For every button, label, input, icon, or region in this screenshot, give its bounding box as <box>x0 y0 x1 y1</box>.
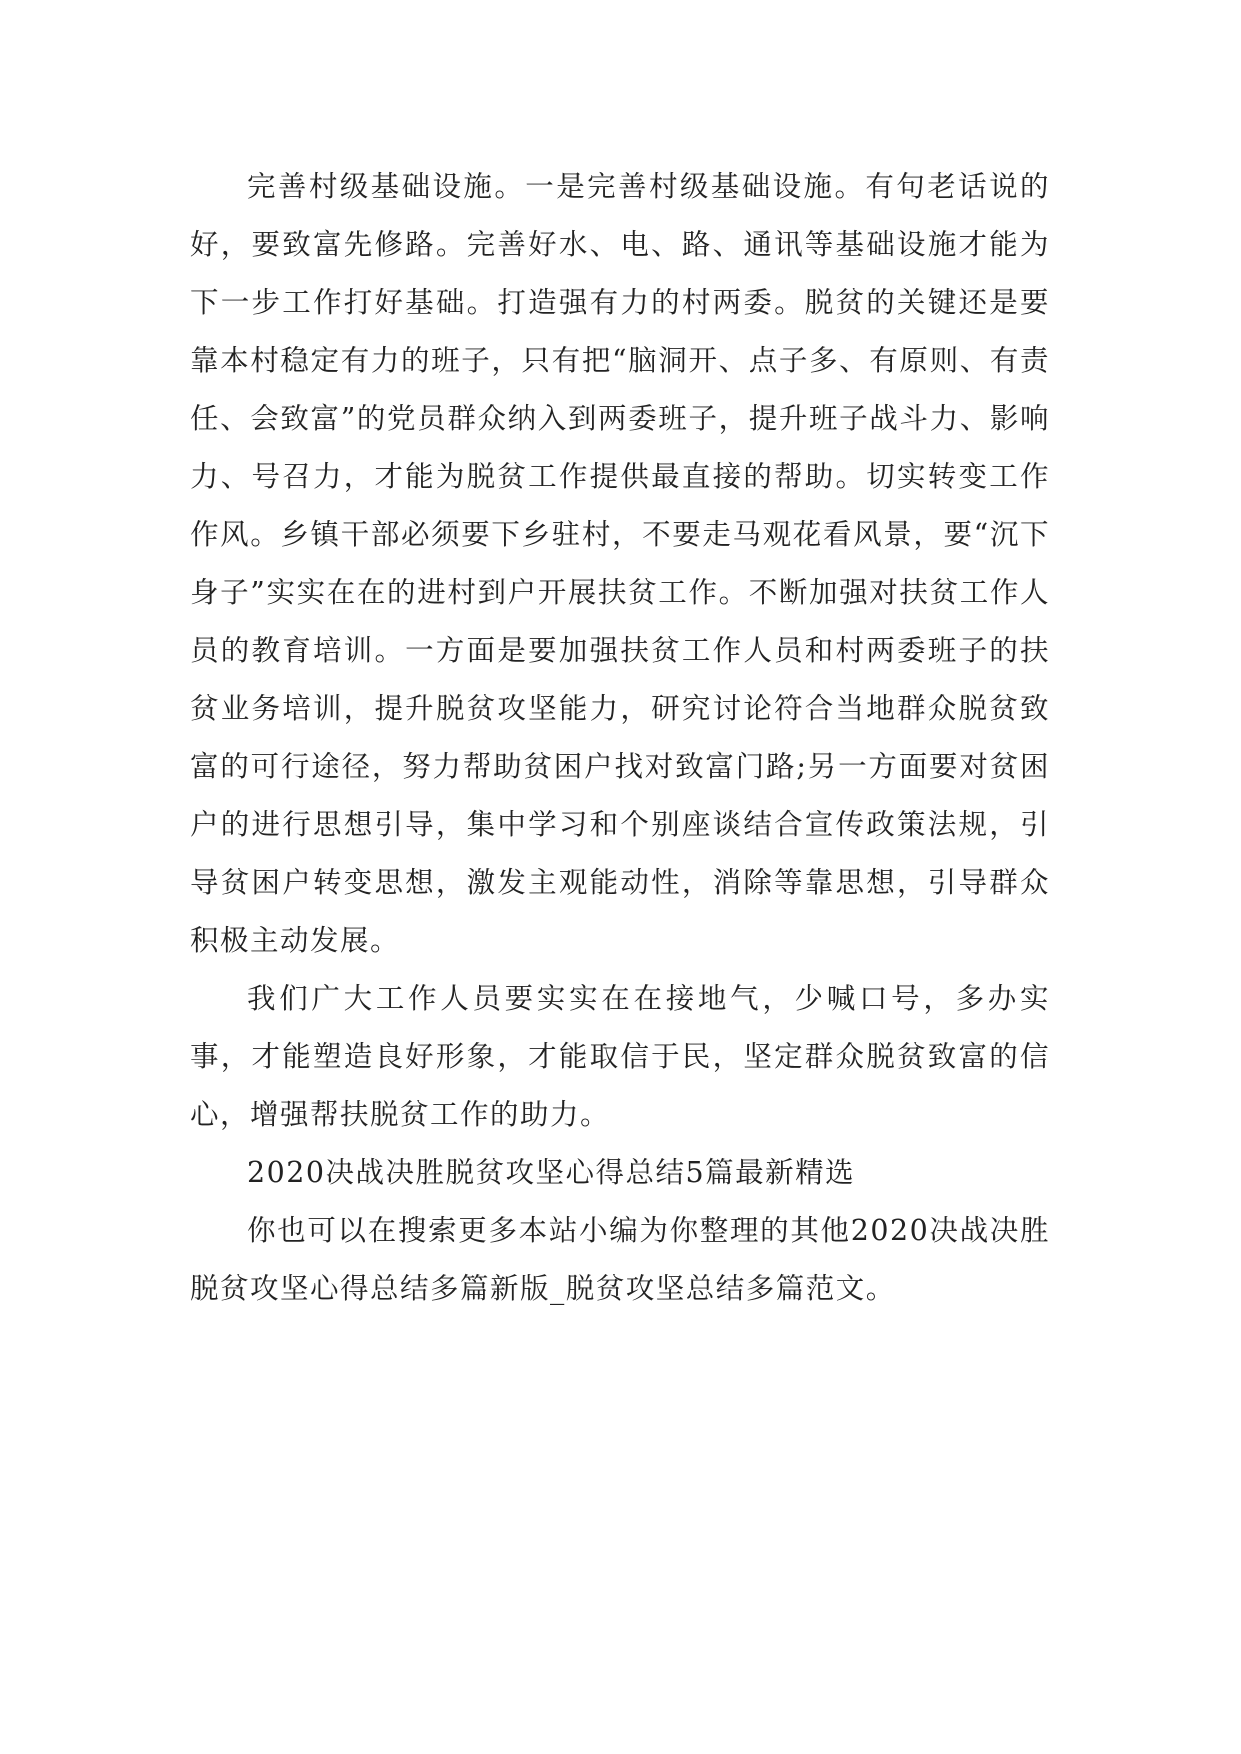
paragraph-title-line: 2020决战决胜脱贫攻坚心得总结5篇最新精选 <box>247 1156 856 1189</box>
document-body <box>190 158 1050 1318</box>
paragraph-more-info: 你也可以在搜索更多本站小编为你整理的其他2020决战决胜脱贫攻坚心得总结多篇新版_脱贫攻坚总结多篇范文。 <box>190 1214 1050 1305</box>
paragraph-infrastructure: 完善村级基础设施。一是完善村级基础设施。有句老话说的好，要致富先修路。完善好水、电、路、通讯等基础设施才能为下一步工作打好基础。打造强有力的村两委。脱贫的关键还是要靠本村稳定有力的班子，只有把“脑洞开、点子多、有原则、有责任、会致富”的党员群众纳入到两委班子，提升班子战斗力、影响力、号召力，才能为脱贫工作提供最直接的帮助。切实转变工作作风。乡镇干部必须要下乡驻村，不要走马观花看风景，要“沉下身子”实实在在的进村到户开展扶贫工作。不断加强对扶贫工作人员的教育培训。一方面是要加强扶贫工作人员和村两委班子的扶贫业务培训，提升脱贫攻坚能力，研究讨论符合当地群众脱贫致富的可行途径，努力帮助贫困户找对致富门路;另一方面要对贫困户的进行思想引导，集中学习和个别座谈结合宣传政策法规，引导贫困户转变思想，激发主观能动性，消除等靠思想，引导群众积极主动发展。 <box>190 170 1050 957</box>
paragraph-work-style: 我们广大工作人员要实实在在接地气，少喊口号，多办实事，才能塑造良好形象，才能取信于民，坚定群众脱贫致富的信心，增强帮扶脱贫工作的助力。 <box>190 982 1050 1131</box>
